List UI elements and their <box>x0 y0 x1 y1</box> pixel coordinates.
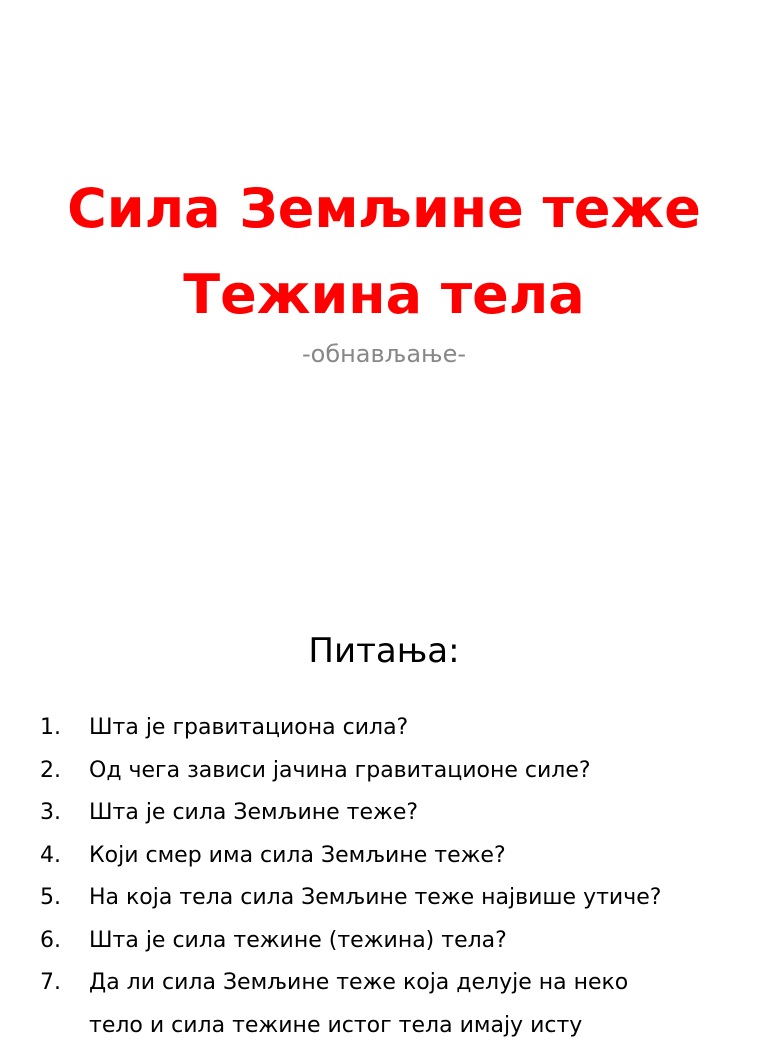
question-text: Шта је сила тежине (тежина) тела? <box>89 920 755 963</box>
question-text-continued: тело и сила тежине истог тела имају исту <box>89 1005 755 1047</box>
title-line-1: Сила Земљине теже <box>0 166 768 252</box>
question-item <box>40 707 755 750</box>
question-item <box>40 920 755 963</box>
questions-list <box>40 707 755 1047</box>
question-item <box>40 877 755 920</box>
questions-heading: Питања: <box>0 628 768 674</box>
title-line-2: Тежина тела <box>0 252 768 338</box>
question-text: Шта је сила Земљине теже? <box>89 792 755 835</box>
question-number: 4. <box>40 835 61 878</box>
question-item <box>40 750 755 793</box>
question-text: Који смер има сила Земљине теже? <box>89 835 755 878</box>
slide-title <box>0 166 768 338</box>
question-text: Да ли сила Земљине теже која делује на неко <box>89 962 755 1005</box>
question-number: 6. <box>40 920 61 963</box>
question-text: Шта је гравитациона сила? <box>89 707 755 750</box>
slide-subtitle: -обнављање- <box>0 336 768 372</box>
question-text: Од чега зависи јачина гравитационе силе? <box>89 750 755 793</box>
question-text: На која тела сила Земљине теже највише утиче? <box>89 877 755 920</box>
question-number: 7. <box>40 962 61 1005</box>
question-number: 5. <box>40 877 61 920</box>
questions-slide <box>0 580 768 1024</box>
question-item <box>40 962 755 1047</box>
question-item <box>40 792 755 835</box>
question-number: 2. <box>40 750 61 793</box>
question-number: 3. <box>40 792 61 835</box>
question-number: 1. <box>40 707 61 750</box>
question-item <box>40 835 755 878</box>
